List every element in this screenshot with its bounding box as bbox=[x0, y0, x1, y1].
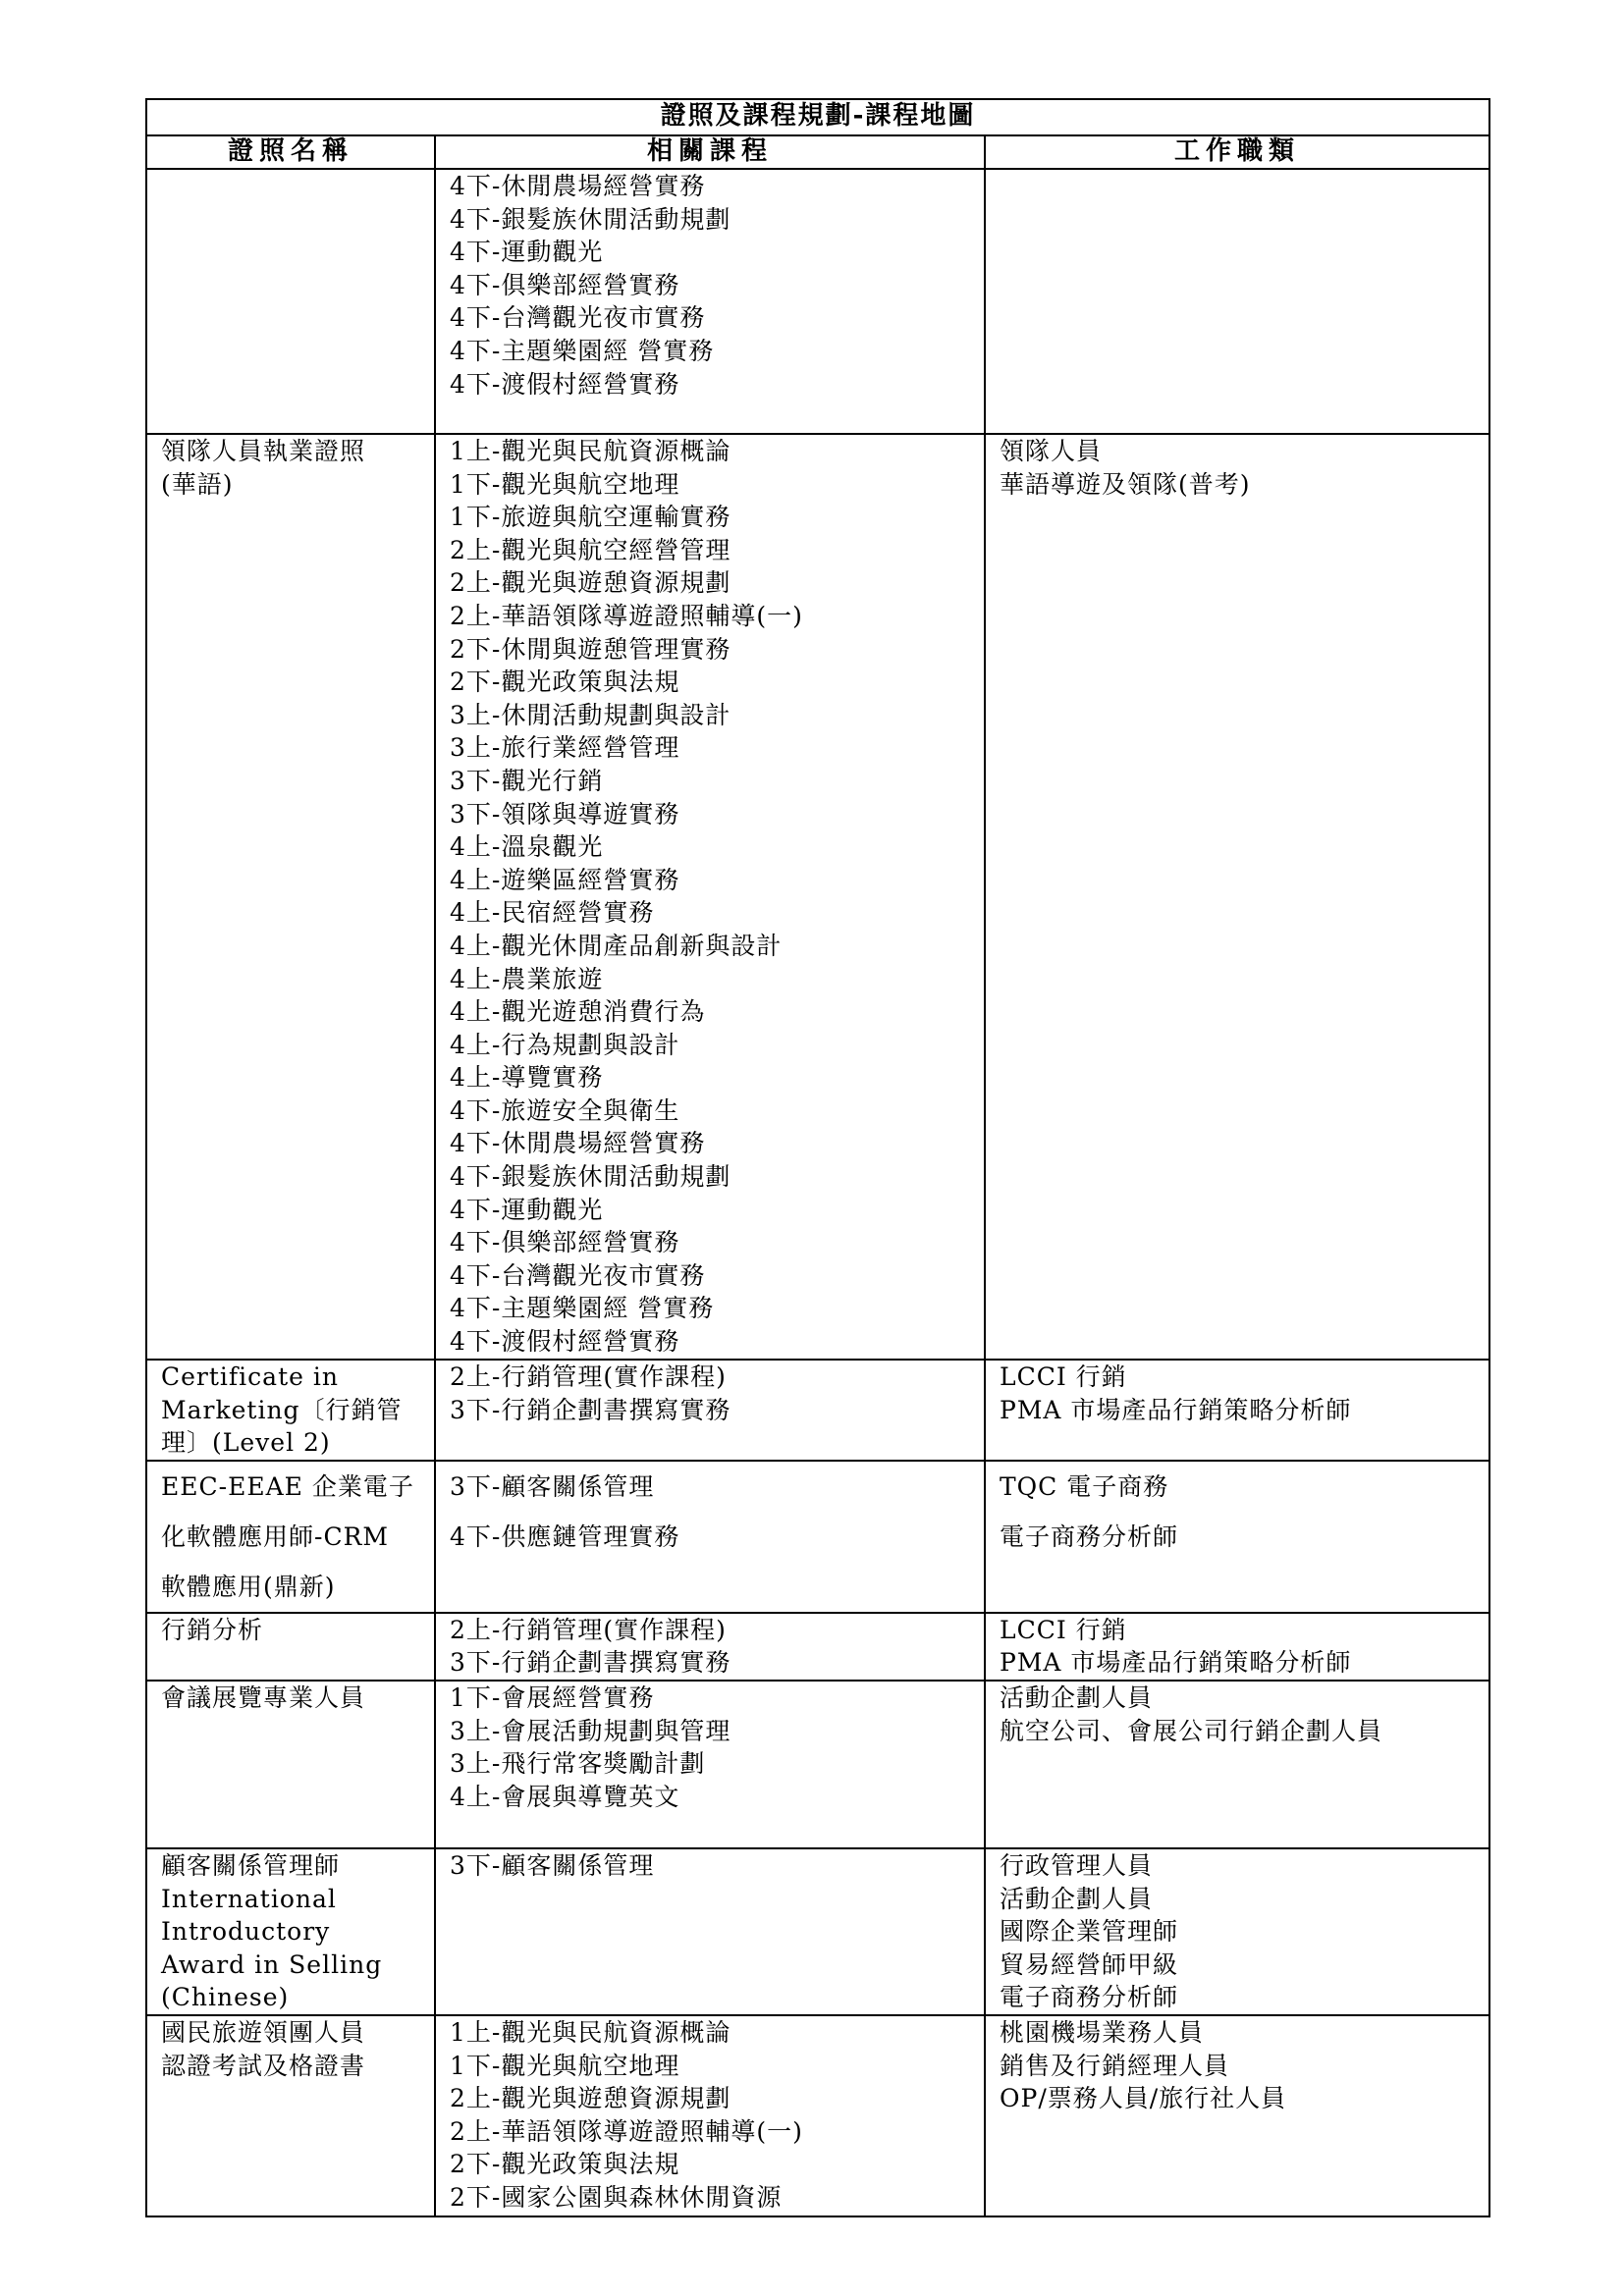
jobs-cell bbox=[985, 1360, 1489, 1461]
course-item: 1上-觀光與民航資源概論 bbox=[450, 437, 731, 465]
certificate-name-line: 認證考試及格證書 bbox=[161, 2051, 366, 2080]
course-item: 4下-俱樂部經營實務 bbox=[450, 270, 680, 299]
header-related-courses: 相關課程 bbox=[435, 135, 985, 169]
course-item: 4下-運動觀光 bbox=[450, 238, 604, 267]
course-item: 2上-觀光與遊憩資源規劃 bbox=[450, 568, 731, 598]
certificate-name-line: Introductory bbox=[161, 1917, 331, 1947]
course-item: 4上-遊樂區經營實務 bbox=[450, 865, 680, 894]
job-item: PMA 市場產品行銷策略分析師 bbox=[1000, 1648, 1352, 1678]
courses-cell bbox=[435, 169, 985, 434]
job-item: 貿易經營師甲級 bbox=[1000, 1949, 1179, 1979]
course-item: 2下-觀光政策與法規 bbox=[450, 667, 680, 697]
job-item: 活動企劃人員 bbox=[1000, 1884, 1154, 1913]
course-item: 3下-行銷企劃書撰寫實務 bbox=[450, 1395, 731, 1424]
jobs-cell bbox=[985, 1461, 1489, 1613]
certificate-name-line: 行銷分析 bbox=[161, 1615, 264, 1644]
table-row bbox=[146, 1461, 1489, 1613]
job-item: OP/票務人員/旅行社人員 bbox=[1000, 2084, 1287, 2113]
course-item: 4下-台灣觀光夜市實務 bbox=[450, 303, 706, 333]
certificate-name-line: (華語) bbox=[161, 469, 234, 499]
certificate-name-line: 化軟體應用師-CRM bbox=[161, 1522, 389, 1551]
certificate-name-line: 軟體應用(鼎新) bbox=[161, 1572, 336, 1601]
course-item: 4下-渡假村經營實務 bbox=[450, 1327, 680, 1357]
course-item: 4下-供應鏈管理實務 bbox=[450, 1522, 680, 1551]
certificate-name-line: 領隊人員執業證照 bbox=[161, 437, 366, 465]
certificate-cell bbox=[146, 169, 435, 434]
certificate-name-line: 顧客關係管理師 bbox=[161, 1850, 341, 1880]
courses-cell bbox=[435, 1848, 985, 2015]
course-item: 4下-銀髮族休閒活動規劃 bbox=[450, 204, 731, 234]
certificate-cell bbox=[146, 1848, 435, 2015]
courses-cell bbox=[435, 1461, 985, 1613]
certificate-cell bbox=[146, 1461, 435, 1613]
job-item: 行政管理人員 bbox=[1000, 1850, 1154, 1880]
certificate-cell bbox=[146, 1613, 435, 1681]
job-item: LCCI 行銷 bbox=[1000, 1615, 1127, 1644]
course-item: 4下-主題樂園經 營實務 bbox=[450, 336, 715, 365]
courses-cell bbox=[435, 1613, 985, 1681]
header-certificate-name: 證照名稱 bbox=[146, 135, 435, 169]
course-item: 2上-觀光與航空經營管理 bbox=[450, 535, 731, 564]
course-item: 4上-行為規劃與設計 bbox=[450, 1030, 680, 1059]
table-row bbox=[146, 1360, 1489, 1461]
course-item: 3下-顧客關係管理 bbox=[450, 1471, 655, 1501]
job-item: 電子商務分析師 bbox=[1000, 1522, 1179, 1551]
course-item: 2上-華語領隊導遊證照輔導(一) bbox=[450, 601, 803, 630]
certificate-name-line: EEC-EEAE 企業電子 bbox=[161, 1471, 414, 1501]
course-item: 4上-農業旅遊 bbox=[450, 964, 604, 993]
course-map-table bbox=[145, 98, 1490, 2217]
certificate-cell bbox=[146, 2015, 435, 2216]
course-item: 3上-飛行常客獎勵計劃 bbox=[450, 1749, 706, 1779]
course-item: 4上-導覽實務 bbox=[450, 1063, 604, 1093]
table-row bbox=[146, 1681, 1489, 1848]
job-item: 領隊人員 bbox=[1000, 437, 1103, 465]
course-item: 4下-主題樂園經 營實務 bbox=[450, 1294, 715, 1323]
table-row bbox=[146, 1613, 1489, 1681]
course-item: 4上-會展與導覽英文 bbox=[450, 1782, 680, 1811]
course-item: 4下-休閒農場經營實務 bbox=[450, 1129, 706, 1158]
table-title: 證照及課程規劃-課程地圖 bbox=[146, 99, 1489, 135]
course-item: 4下-渡假村經營實務 bbox=[450, 369, 680, 399]
table-row bbox=[146, 169, 1489, 434]
course-item: 4下-台灣觀光夜市實務 bbox=[450, 1260, 706, 1290]
certificate-name-line: Award in Selling bbox=[161, 1949, 383, 1979]
course-item: 4下-運動觀光 bbox=[450, 1195, 604, 1224]
job-item: 華語導遊及領隊(普考) bbox=[1000, 469, 1251, 499]
course-item: 1下-旅遊與航空運輸實務 bbox=[450, 503, 731, 532]
job-item: 國際企業管理師 bbox=[1000, 1917, 1179, 1947]
header-job-category: 工作職類 bbox=[985, 135, 1489, 169]
job-item: LCCI 行銷 bbox=[1000, 1362, 1127, 1391]
certificate-name-line: (Chinese) bbox=[161, 1983, 290, 2012]
job-item: 航空公司、會展公司行銷企劃人員 bbox=[1000, 1716, 1383, 1745]
course-item: 2上-華語領隊導遊證照輔導(一) bbox=[450, 2116, 803, 2146]
certificate-name-line: International bbox=[161, 1884, 337, 1913]
job-item: 電子商務分析師 bbox=[1000, 1983, 1179, 2012]
course-item: 2下-國家公園與森林休閒資源 bbox=[450, 2182, 783, 2212]
course-item: 2上-行銷管理(實作課程) bbox=[450, 1615, 727, 1644]
certificate-name-line: Certificate in bbox=[161, 1362, 339, 1391]
table-body bbox=[146, 169, 1489, 2216]
course-item: 4下-休閒農場經營實務 bbox=[450, 172, 706, 200]
course-item: 4下-旅遊安全與衛生 bbox=[450, 1095, 680, 1125]
table-row bbox=[146, 434, 1489, 1360]
course-item: 3下-行銷企劃書撰寫實務 bbox=[450, 1648, 731, 1678]
jobs-cell bbox=[985, 434, 1489, 1360]
table-row bbox=[146, 2015, 1489, 2216]
course-item: 3下-領隊與導遊實務 bbox=[450, 799, 680, 828]
course-item: 4上-溫泉觀光 bbox=[450, 832, 604, 862]
course-item: 2下-休閒與遊憩管理實務 bbox=[450, 634, 731, 664]
course-item: 4上-觀光遊憩消費行為 bbox=[450, 997, 706, 1027]
course-item: 4下-銀髮族休閒活動規劃 bbox=[450, 1162, 731, 1192]
course-item: 3上-休閒活動規劃與設計 bbox=[450, 700, 731, 729]
course-item: 4上-民宿經營實務 bbox=[450, 898, 655, 928]
courses-cell bbox=[435, 2015, 985, 2216]
job-item: TQC 電子商務 bbox=[1000, 1471, 1169, 1501]
course-item: 2下-觀光政策與法規 bbox=[450, 2150, 680, 2179]
certificate-name-line: 會議展覽專業人員 bbox=[161, 1682, 366, 1712]
certificate-cell bbox=[146, 434, 435, 1360]
course-item: 3上-旅行業經營管理 bbox=[450, 733, 680, 763]
jobs-cell bbox=[985, 1613, 1489, 1681]
table-row bbox=[146, 1848, 1489, 2015]
jobs-cell bbox=[985, 169, 1489, 434]
course-item: 3上-會展活動規劃與管理 bbox=[450, 1716, 731, 1745]
course-item: 1下-會展經營實務 bbox=[450, 1682, 655, 1712]
job-item: 活動企劃人員 bbox=[1000, 1682, 1154, 1712]
job-item: 銷售及行銷經理人員 bbox=[1000, 2051, 1230, 2080]
certificate-cell bbox=[146, 1360, 435, 1461]
certificate-cell bbox=[146, 1681, 435, 1848]
certificate-name-line: 理〕(Level 2) bbox=[161, 1428, 331, 1458]
job-item: PMA 市場產品行銷策略分析師 bbox=[1000, 1395, 1352, 1424]
course-item: 1上-觀光與民航資源概論 bbox=[450, 2017, 731, 2047]
course-item: 2上-行銷管理(實作課程) bbox=[450, 1362, 727, 1391]
course-item: 2上-觀光與遊憩資源規劃 bbox=[450, 2084, 731, 2113]
jobs-cell bbox=[985, 1848, 1489, 2015]
course-item: 3下-顧客關係管理 bbox=[450, 1850, 655, 1880]
course-item: 1下-觀光與航空地理 bbox=[450, 469, 680, 499]
course-item: 3下-觀光行銷 bbox=[450, 766, 604, 795]
course-item: 4下-俱樂部經營實務 bbox=[450, 1228, 680, 1257]
job-item: 桃園機場業務人員 bbox=[1000, 2017, 1205, 2047]
course-item: 1下-觀光與航空地理 bbox=[450, 2051, 680, 2080]
certificate-name-line: Marketing〔行銷管 bbox=[161, 1395, 403, 1424]
courses-cell bbox=[435, 1681, 985, 1848]
jobs-cell bbox=[985, 2015, 1489, 2216]
courses-cell bbox=[435, 434, 985, 1360]
certificate-name-line: 國民旅遊領團人員 bbox=[161, 2017, 366, 2047]
course-item: 4上-觀光休閒產品創新與設計 bbox=[450, 931, 783, 960]
courses-cell bbox=[435, 1360, 985, 1461]
jobs-cell bbox=[985, 1681, 1489, 1848]
